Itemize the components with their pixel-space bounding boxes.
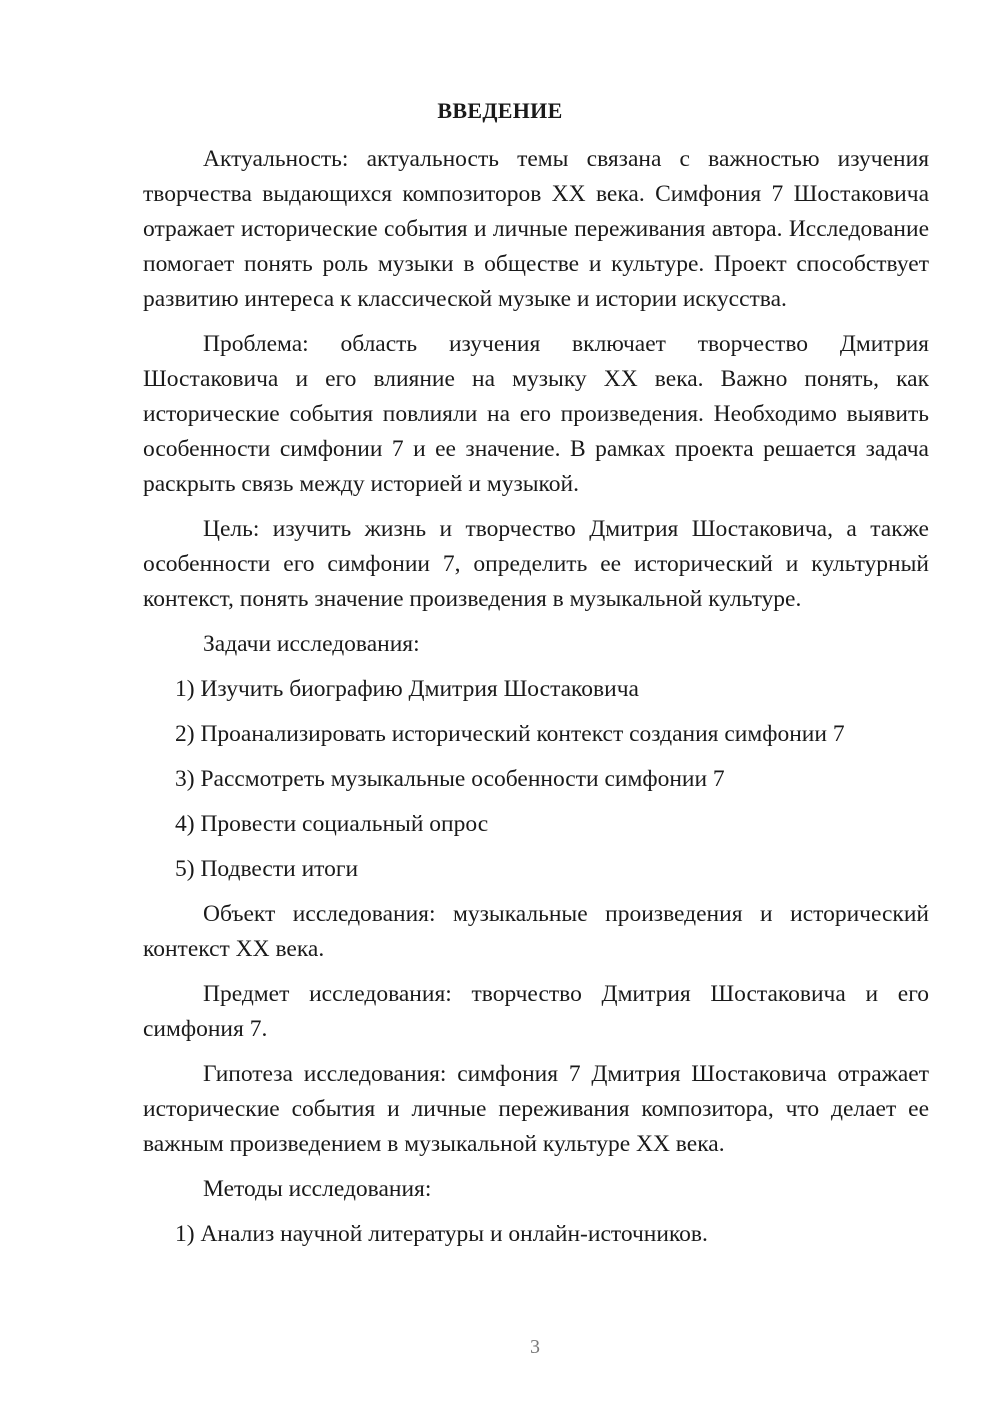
- task-item: 3) Рассмотреть музыкальные особенности симфонии 7: [175, 766, 725, 792]
- document-body: [143, 142, 929, 1262]
- object-paragraph: Объект исследования: музыкальные произведения и исторический контекст XX века.: [143, 901, 929, 962]
- page-number: 3: [530, 1336, 540, 1358]
- problem-paragraph: Проблема: область изучения включает творчество Дмитрия Шостаковича и его влияние на музыку XX века. Важно понять, как исторические события повлияли на его произведения. Необходимо выявить особенности симфонии 7 и ее значение. В рамках проекта решается задача раскрыть связь между историей и музыкой.: [143, 331, 929, 497]
- task-item: 5) Подвести итоги: [175, 856, 359, 882]
- task-item: 4) Провести социальный опрос: [175, 811, 489, 837]
- relevance-paragraph: Актуальность: актуальность темы связана с важностью изучения творчества выдающихся композиторов XX века. Симфония 7 Шостаковича отражает исторические события и личные переживания автора. Исследование помогает понять роль музыки в обществе и культуре. Проект способствует развитию интереса к классической музыке и истории искусства.: [143, 146, 929, 312]
- methods-heading: Методы исследования:: [203, 1176, 432, 1202]
- hypothesis-paragraph: Гипотеза исследования: симфония 7 Дмитрия Шостаковича отражает исторические события и личные переживания композитора, что делает ее важным произведением в музыкальной культуре XX века.: [143, 1061, 929, 1157]
- method-item: 1) Анализ научной литературы и онлайн-источников.: [175, 1221, 708, 1247]
- tasks-heading: Задачи исследования:: [203, 631, 420, 657]
- task-item: 1) Изучить биографию Дмитрия Шостаковича: [175, 676, 639, 702]
- task-item: 2) Проанализировать исторический контекст создания симфонии 7: [175, 721, 845, 747]
- subject-paragraph: Предмет исследования: творчество Дмитрия Шостаковича и его симфония 7.: [143, 981, 929, 1042]
- page-title: ВВЕДЕНИЕ: [437, 98, 563, 123]
- goal-paragraph: Цель: изучить жизнь и творчество Дмитрия Шостаковича, а также особенности его симфонии 7, определить ее исторический и культурный контекст, понять значение произведения в музыкальной культуре.: [143, 516, 929, 612]
